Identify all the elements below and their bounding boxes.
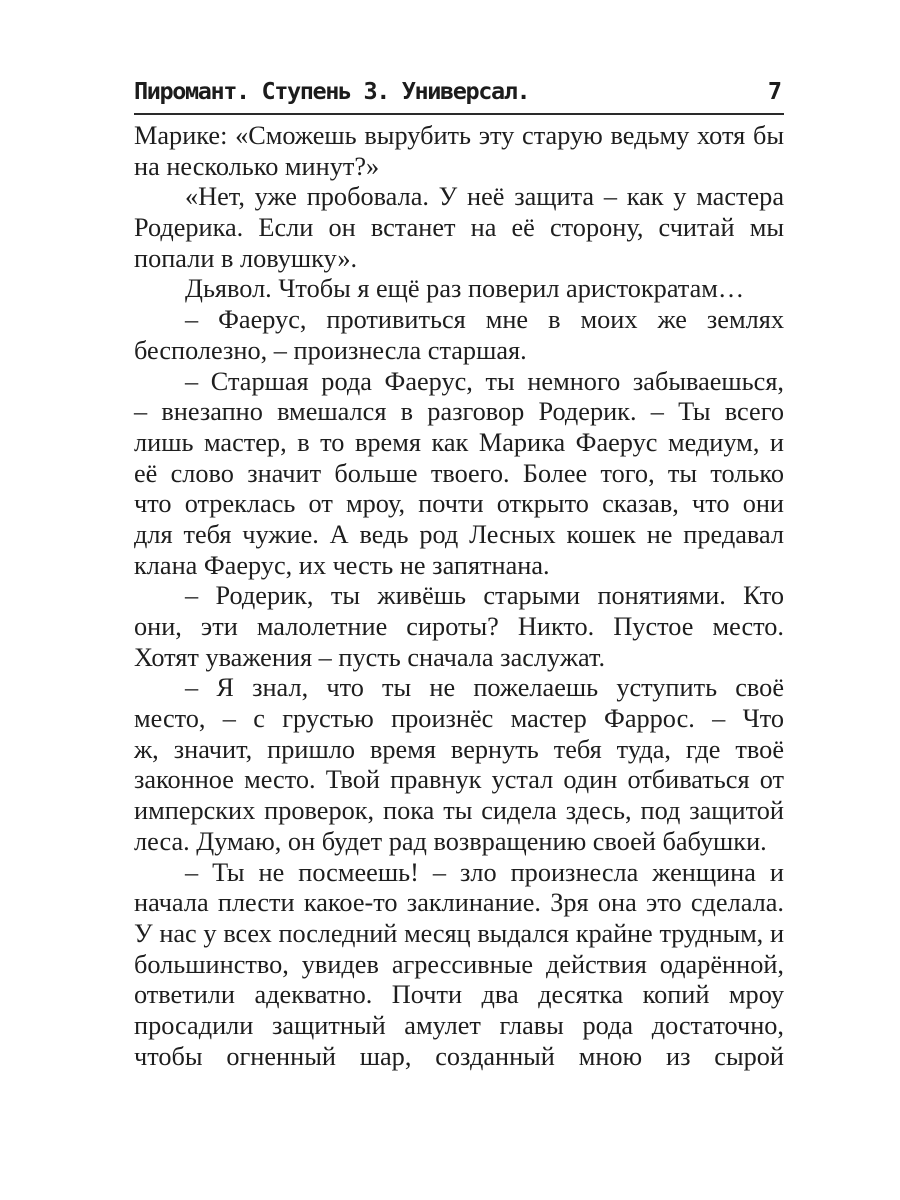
text-line: Дьявол. Чтобы я ещё раз поверил аристократам… xyxy=(185,274,745,304)
text-line: начала плести какое-то заклинание. Зря она это сделала. xyxy=(134,888,784,918)
page-number: 7 xyxy=(767,77,782,105)
text-line: Хотят уважения – пусть сначала заслужат. xyxy=(134,642,606,672)
text-line: ответили адекватно. Почти два десятка копий мроу xyxy=(134,980,784,1010)
text-line: место, – с грустью произнёс мастер Фаррос. – Что xyxy=(134,704,784,734)
text-line: У нас у всех последний месяц выдался крайне трудным, и xyxy=(134,918,784,948)
text-line: попали в ловушку». xyxy=(134,243,358,273)
text-line: – Старшая рода Фаерус, ты немного забываешься, xyxy=(185,366,784,396)
text-line: они, эти малолетние сироты? Никто. Пустое место. xyxy=(134,612,784,641)
text-line: большинство, увидев агрессивные действия одарённой, xyxy=(134,949,784,979)
text-line: имперских проверок, пока ты сидела здесь, под защитой xyxy=(134,796,784,826)
text-line: – Ты не посмеешь! – зло произнесла женщина и xyxy=(185,857,784,887)
running-title: Пиромант. Ступень 3. Универсал. xyxy=(134,77,530,105)
page-header xyxy=(134,73,784,113)
text-line: что отреклась от мроу, почти открыто сказав, что они xyxy=(134,489,784,519)
text-line: ж, значит, пришло время вернуть тебя туда, где твоё xyxy=(134,734,784,764)
text-line: Родерика. Если он встанет на её сторону, считай мы xyxy=(134,213,784,243)
header-rule xyxy=(134,113,784,115)
text-line: законное место. Твой правнук устал один отбиваться от xyxy=(134,765,784,795)
text-line: леса. Думаю, он будет рад возвращению своей бабушки. xyxy=(134,826,767,856)
text-line: лишь мастер, в то время как Марика Фаерус медиум, и xyxy=(134,427,784,457)
text-line: – Фаерус, противиться мне в моих же землях xyxy=(185,305,784,335)
text-line: – Родерик, ты живёшь старыми понятиями. Кто xyxy=(185,581,784,611)
text-line: Марике: «Сможешь вырубить эту старую ведьму хотя бы xyxy=(134,121,784,150)
text-line: чтобы огненный шар, созданный мною из сырой xyxy=(134,1041,784,1071)
text-line: – внезапно вмешался в разговор Родерик. – Ты всего xyxy=(134,397,784,427)
text-line: её слово значит больше твоего. Более того, ты только xyxy=(134,458,784,488)
body-text xyxy=(134,121,784,1072)
text-line: бесполезно, – произнесла старшая. xyxy=(134,335,527,365)
text-line: клана Фаерус, их честь не запятнана. xyxy=(134,550,550,580)
text-line: просадили защитный амулет главы рода достаточно, xyxy=(134,1010,784,1040)
text-line: на несколько минут?» xyxy=(134,151,380,181)
text-line: «Нет, уже пробовала. У неё защита – как у мастера xyxy=(185,182,784,212)
text-line: для тебя чужие. А ведь род Лесных кошек не предавал xyxy=(134,519,784,549)
text-line: – Я знал, что ты не пожелаешь уступить своё xyxy=(185,673,784,703)
